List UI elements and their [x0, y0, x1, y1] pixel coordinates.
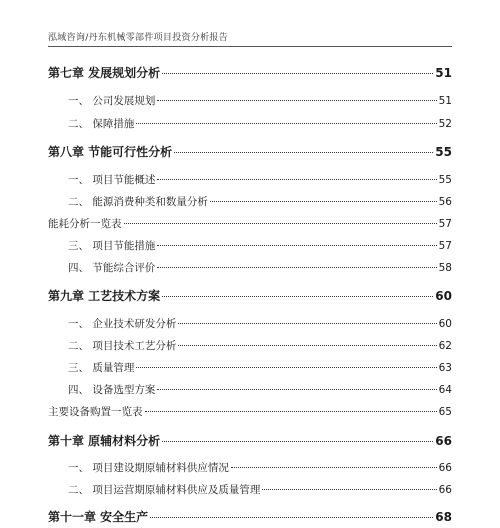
toc-entry-label: 一、 企业技术研发分析 [68, 318, 177, 330]
toc-page-number: 57 [438, 240, 452, 252]
toc-section[interactable] [48, 194, 452, 214]
toc-chapter-8[interactable] [48, 143, 452, 163]
toc-section[interactable] [48, 238, 452, 258]
toc-page-number: 65 [438, 406, 452, 418]
toc-entry-label: 第九章 工艺技术方案 [48, 289, 161, 303]
toc-section[interactable] [48, 116, 452, 136]
toc-entry-label: 三、 项目节能措施 [68, 240, 156, 252]
toc-section[interactable] [48, 260, 452, 280]
toc-section[interactable] [48, 316, 452, 336]
toc-section[interactable] [48, 172, 452, 192]
toc-section[interactable] [48, 460, 452, 480]
toc-page-number: 60 [435, 289, 452, 303]
toc-entry-label: 第十章 原辅材料分析 [48, 434, 161, 448]
toc-page-number: 60 [438, 318, 452, 330]
toc-leader [262, 489, 436, 490]
toc-leader [150, 517, 433, 518]
toc-page-number: 51 [435, 66, 452, 80]
toc-page-number: 57 [438, 218, 452, 230]
toc-chapter-7[interactable] [48, 64, 452, 84]
toc-entry-label: 能耗分析一览表 [48, 218, 122, 230]
toc-entry-label: 主要设备购置一览表 [48, 406, 143, 418]
toc-entry-label: 二、 项目运营期原辅材料供应及质量管理 [68, 484, 261, 496]
toc-section[interactable] [48, 382, 452, 402]
toc-leader [157, 179, 436, 180]
toc-leader [162, 441, 433, 442]
toc-entry-label: 一、 项目节能概述 [68, 174, 156, 186]
toc-page-number: 62 [438, 340, 452, 352]
toc-page-number: 58 [438, 262, 452, 274]
toc-leader [136, 123, 436, 124]
toc-leader [157, 100, 436, 101]
toc-leader [210, 201, 437, 202]
toc-section[interactable] [48, 338, 452, 358]
page-header: 泓域咨询/丹东机械零部件项目投资分析报告 [48, 33, 229, 43]
toc-entry-label: 二、 项目技术工艺分析 [68, 340, 177, 352]
toc-entry-label: 四、 设备选型方案 [68, 384, 156, 396]
toc-subsection[interactable] [48, 404, 452, 424]
toc-entry-label: 二、 保障措施 [68, 118, 135, 130]
toc-leader [178, 345, 436, 346]
toc-page-number: 55 [438, 174, 452, 186]
toc-section[interactable] [48, 360, 452, 380]
toc-page-number: 56 [438, 196, 452, 208]
toc-page-number: 52 [438, 118, 452, 130]
toc-page-number: 66 [438, 484, 452, 496]
toc-entry-label: 第七章 发展规划分析 [48, 66, 161, 80]
toc-page-number: 66 [435, 434, 452, 448]
toc-entry-label: 三、 质量管理 [68, 362, 135, 374]
toc-leader [231, 467, 437, 468]
toc-leader [162, 73, 433, 74]
toc-leader [178, 323, 436, 324]
toc-leader [157, 389, 436, 390]
toc-leader [136, 367, 436, 368]
toc-page-number: 51 [438, 95, 452, 107]
toc-entry-label: 第八章 节能可行性分析 [48, 145, 173, 159]
toc-leader [157, 245, 436, 246]
toc-page-number: 64 [438, 384, 452, 396]
toc-entry-label: 一、 公司发展规划 [68, 95, 156, 107]
toc-page-number: 68 [435, 510, 452, 524]
toc-subsection[interactable] [48, 216, 452, 236]
toc-leader [174, 152, 433, 153]
toc-entry-label: 一、 项目建设期原辅材料供应情况 [68, 462, 229, 474]
toc-chapter-10[interactable] [48, 432, 452, 452]
toc-page-number: 63 [438, 362, 452, 374]
toc-entry-label: 二、 能源消费种类和数量分析 [68, 196, 208, 208]
toc-section[interactable] [48, 482, 452, 502]
toc-leader [157, 267, 436, 268]
toc-page-number: 66 [438, 462, 452, 474]
toc-chapter-9[interactable] [48, 287, 452, 307]
toc-section[interactable] [48, 93, 452, 113]
toc-page-number: 55 [435, 145, 452, 159]
toc-leader [162, 296, 433, 297]
toc-entry-label: 第十一章 安全生产 [48, 510, 149, 524]
toc-leader [145, 411, 437, 412]
toc-chapter-11[interactable] [48, 508, 452, 528]
toc-leader [124, 223, 437, 224]
toc-entry-label: 四、 节能综合评价 [68, 262, 156, 274]
